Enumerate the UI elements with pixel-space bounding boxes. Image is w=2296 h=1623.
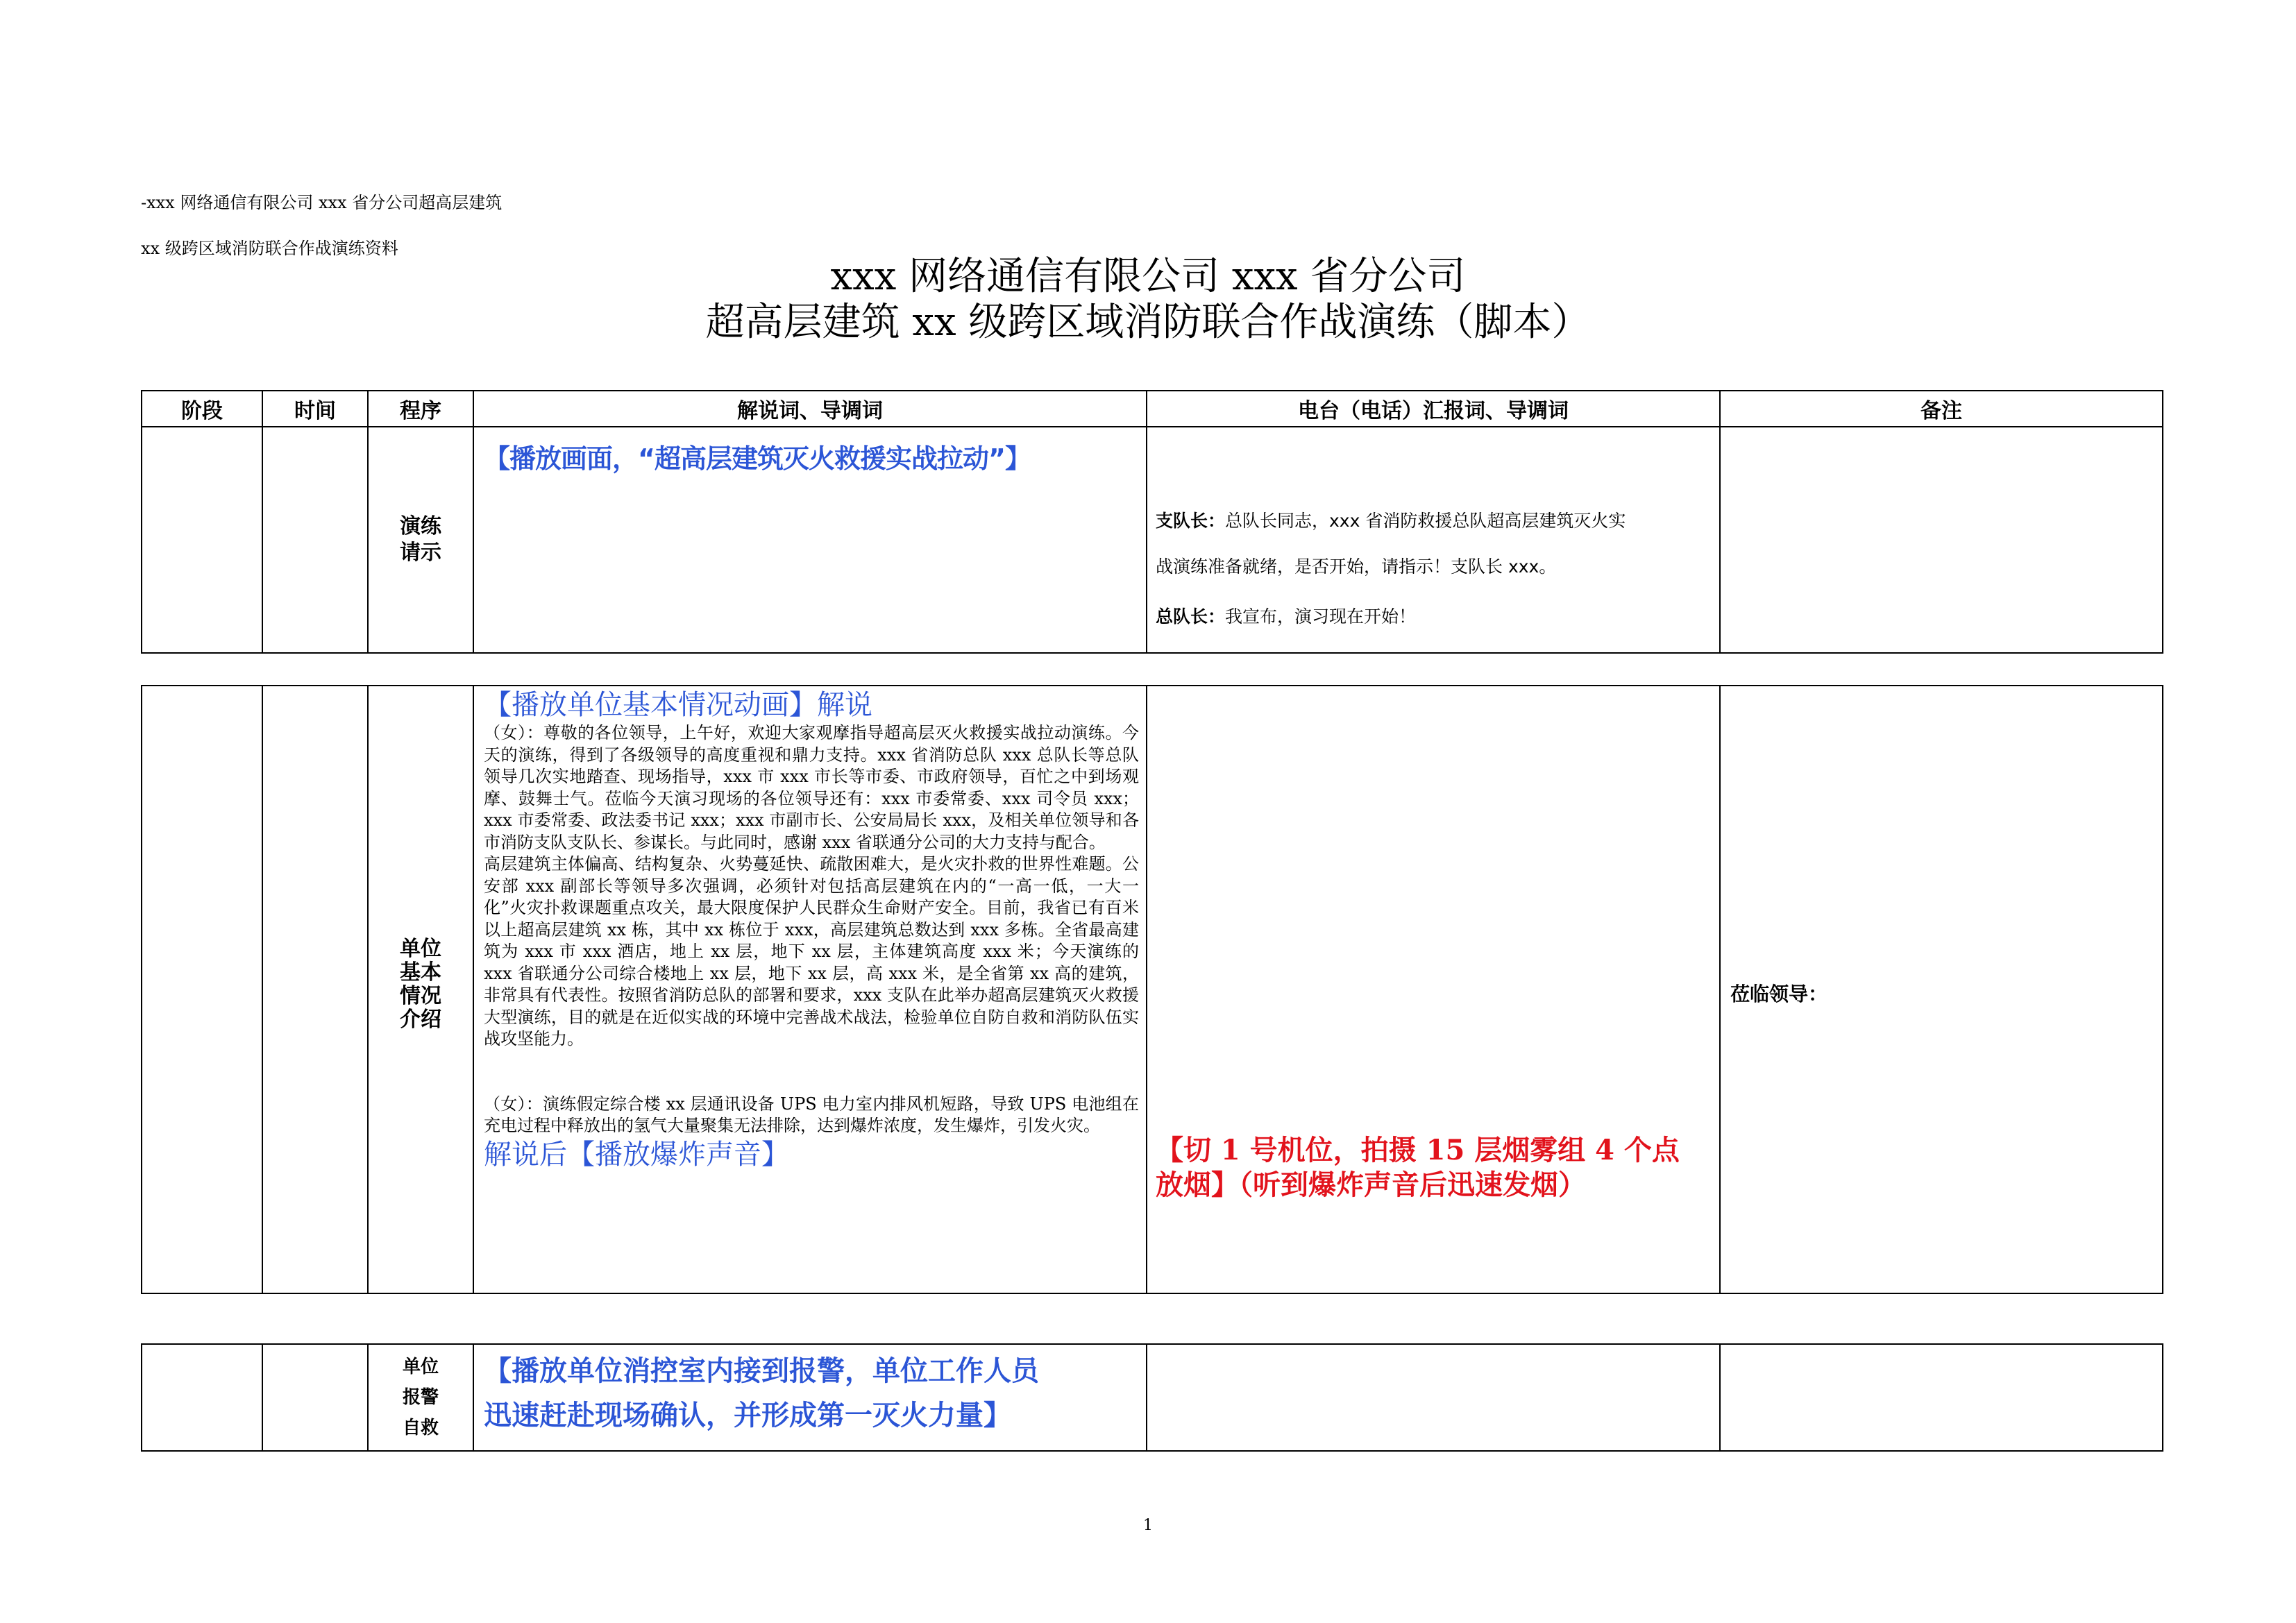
remark-cell [1720,686,2163,1293]
program-label: 演练 [400,514,441,538]
remark-cell [1720,427,2163,653]
table-header-row [142,391,2163,427]
narration-cell [473,427,1147,653]
program-cell [368,686,473,1293]
radio-cell [1147,686,1720,1293]
narration-paragraph: （女）：尊敬的各位领导，上午好，欢迎大家观摩指导超高层灭火救援实战拉动演练。今天的演练，得到了各级领导的高度重视和鼎力支持。xxx 省消防总队 xxx 总队长等总队领导几次实地踏查、现场指导，xxx 市 xxx 市长等市委、市政府领导，百忙之中到场观摩、鼓舞士气。莅临今天演习现场的各位领导还有：xxx 市委常委、xxx 司令员 xxx；xxx 市委常委、政法委书记 xxx；xxx 市副市长、公安局局长 xxx，及相关单位领导和各市消防支队支队长、参谋长。与此同时，感谢 xxx 省联通分公司的大力支持与配合。 [484,723,1139,852]
narration-cue: 迅速赶赴现场确认，并形成第一灭火力量】 [484,1399,1011,1431]
time-cell [262,686,368,1293]
narration-end-cue: 解说后【播放爆炸声音】 [484,1138,789,1171]
col-header-program: 程序 [368,391,473,427]
narration-cell [473,686,1147,1293]
col-header-radio: 电台（电话）汇报词、导调词 [1147,391,1720,427]
narration-cue: 【播放单位消控室内接到报警，单位工作人员 [484,1354,1039,1387]
time-cell [262,1344,368,1451]
script-table-3 [141,1343,2163,1452]
col-header-stage: 阶段 [142,391,262,427]
program-label: 介绍 [400,1008,441,1032]
table-row [142,686,2163,1293]
radio-cell [1147,427,1720,653]
title-line-2: 超高层建筑 xx 级跨区域消防联合作战演练（脚本） [705,300,1591,345]
program-cell [368,427,473,653]
table-row [142,1344,2163,1451]
radio-line: 总队长：我宣布，演习现在开始！ [1156,606,1417,627]
program-label: 情况 [400,984,441,1008]
program-label: 自救 [402,1418,439,1438]
stage-cell [142,1344,262,1451]
program-label: 单位 [402,1357,439,1377]
header-line-1: -xxx 网络通信有限公司 xxx 省分公司超高层建筑 [141,193,503,212]
radio-cell [1147,1344,1720,1451]
remark-text: 莅临领导： [1730,983,1828,1005]
stage-cell [142,686,262,1293]
col-header-remark: 备注 [1720,391,2163,427]
narration-paragraph: 高层建筑主体偏高、结构复杂、火势蔓延快、疏散困难大，是火灾扑救的世界性难题。公安部 xxx 副部长等领导多次强调，必须针对包括高层建筑在内的“一高一低，一大一化”火灾扑救课题重点攻关，最大限度保护人民群众生命财产安全。目前，我省已有百米以上超高层建筑 xx 栋，其中 xx 栋位于 xxx，高层建筑总数达到 xxx 多栋。全省最高建筑为 xxx 市 xxx 酒店，地上 xx 层，地下 xx 层，主体建筑高度 xxx 米；今天演练的 xxx 省联通分公司综合楼地上 xx 层，地下 xx 层，高 xxx 米，是全省第 xx 高的建筑，非常具有代表性。按照省消防总队的部署和要求，xxx 支队在此举办超高层建筑灭火救援大型演练，目的就是在近似实战的环境中完善战术战法，检验单位自防自救和消防队伍实战攻坚能力。 [484,854,1139,1048]
stage-cell [142,427,262,653]
program-label: 请示 [400,541,441,565]
narration-cell [473,1344,1147,1451]
camera-cue: 放烟】（听到爆炸声音后迅速发烟） [1156,1169,1586,1201]
header-line-2: xx 级跨区域消防联合作战演练资料 [141,239,398,258]
title-line-1: xxx 网络通信有限公司 xxx 省分公司 [830,254,1466,299]
program-cell [368,1344,473,1451]
col-header-narration: 解说词、导调词 [473,391,1147,427]
program-label: 基本 [400,960,441,985]
script-table-1 [141,390,2163,654]
radio-line: 战演练准备就绪，是否开始，请指示！支队长 xxx。 [1156,556,1557,577]
radio-line: 支队长：总队长同志，xxx 省消防救援总队超高层建筑灭火实 [1156,511,1626,531]
camera-cue: 【切 1 号机位，拍摄 15 层烟雾组 4 个点 [1156,1134,1680,1166]
program-label: 报警 [402,1387,439,1408]
program-label: 单位 [400,937,441,961]
script-table-2 [141,685,2163,1294]
page-number: 1 [1143,1517,1153,1534]
narration-title: 【播放单位基本情况动画】解说 [484,689,872,721]
narration-cue: 【播放画面，“超高层建筑灭火救援实战拉动”】 [484,443,1031,474]
narration-paragraph: （女）：演练假定综合楼 xx 层通讯设备 UPS 电力室内排风机短路，导致 UPS 电池组在充电过程中释放出的氢气大量聚集无法排除，达到爆炸浓度，发生爆炸，引发火灾。 [484,1094,1139,1135]
table-row [142,427,2163,653]
col-header-time: 时间 [262,391,368,427]
time-cell [262,427,368,653]
remark-cell [1720,1344,2163,1451]
